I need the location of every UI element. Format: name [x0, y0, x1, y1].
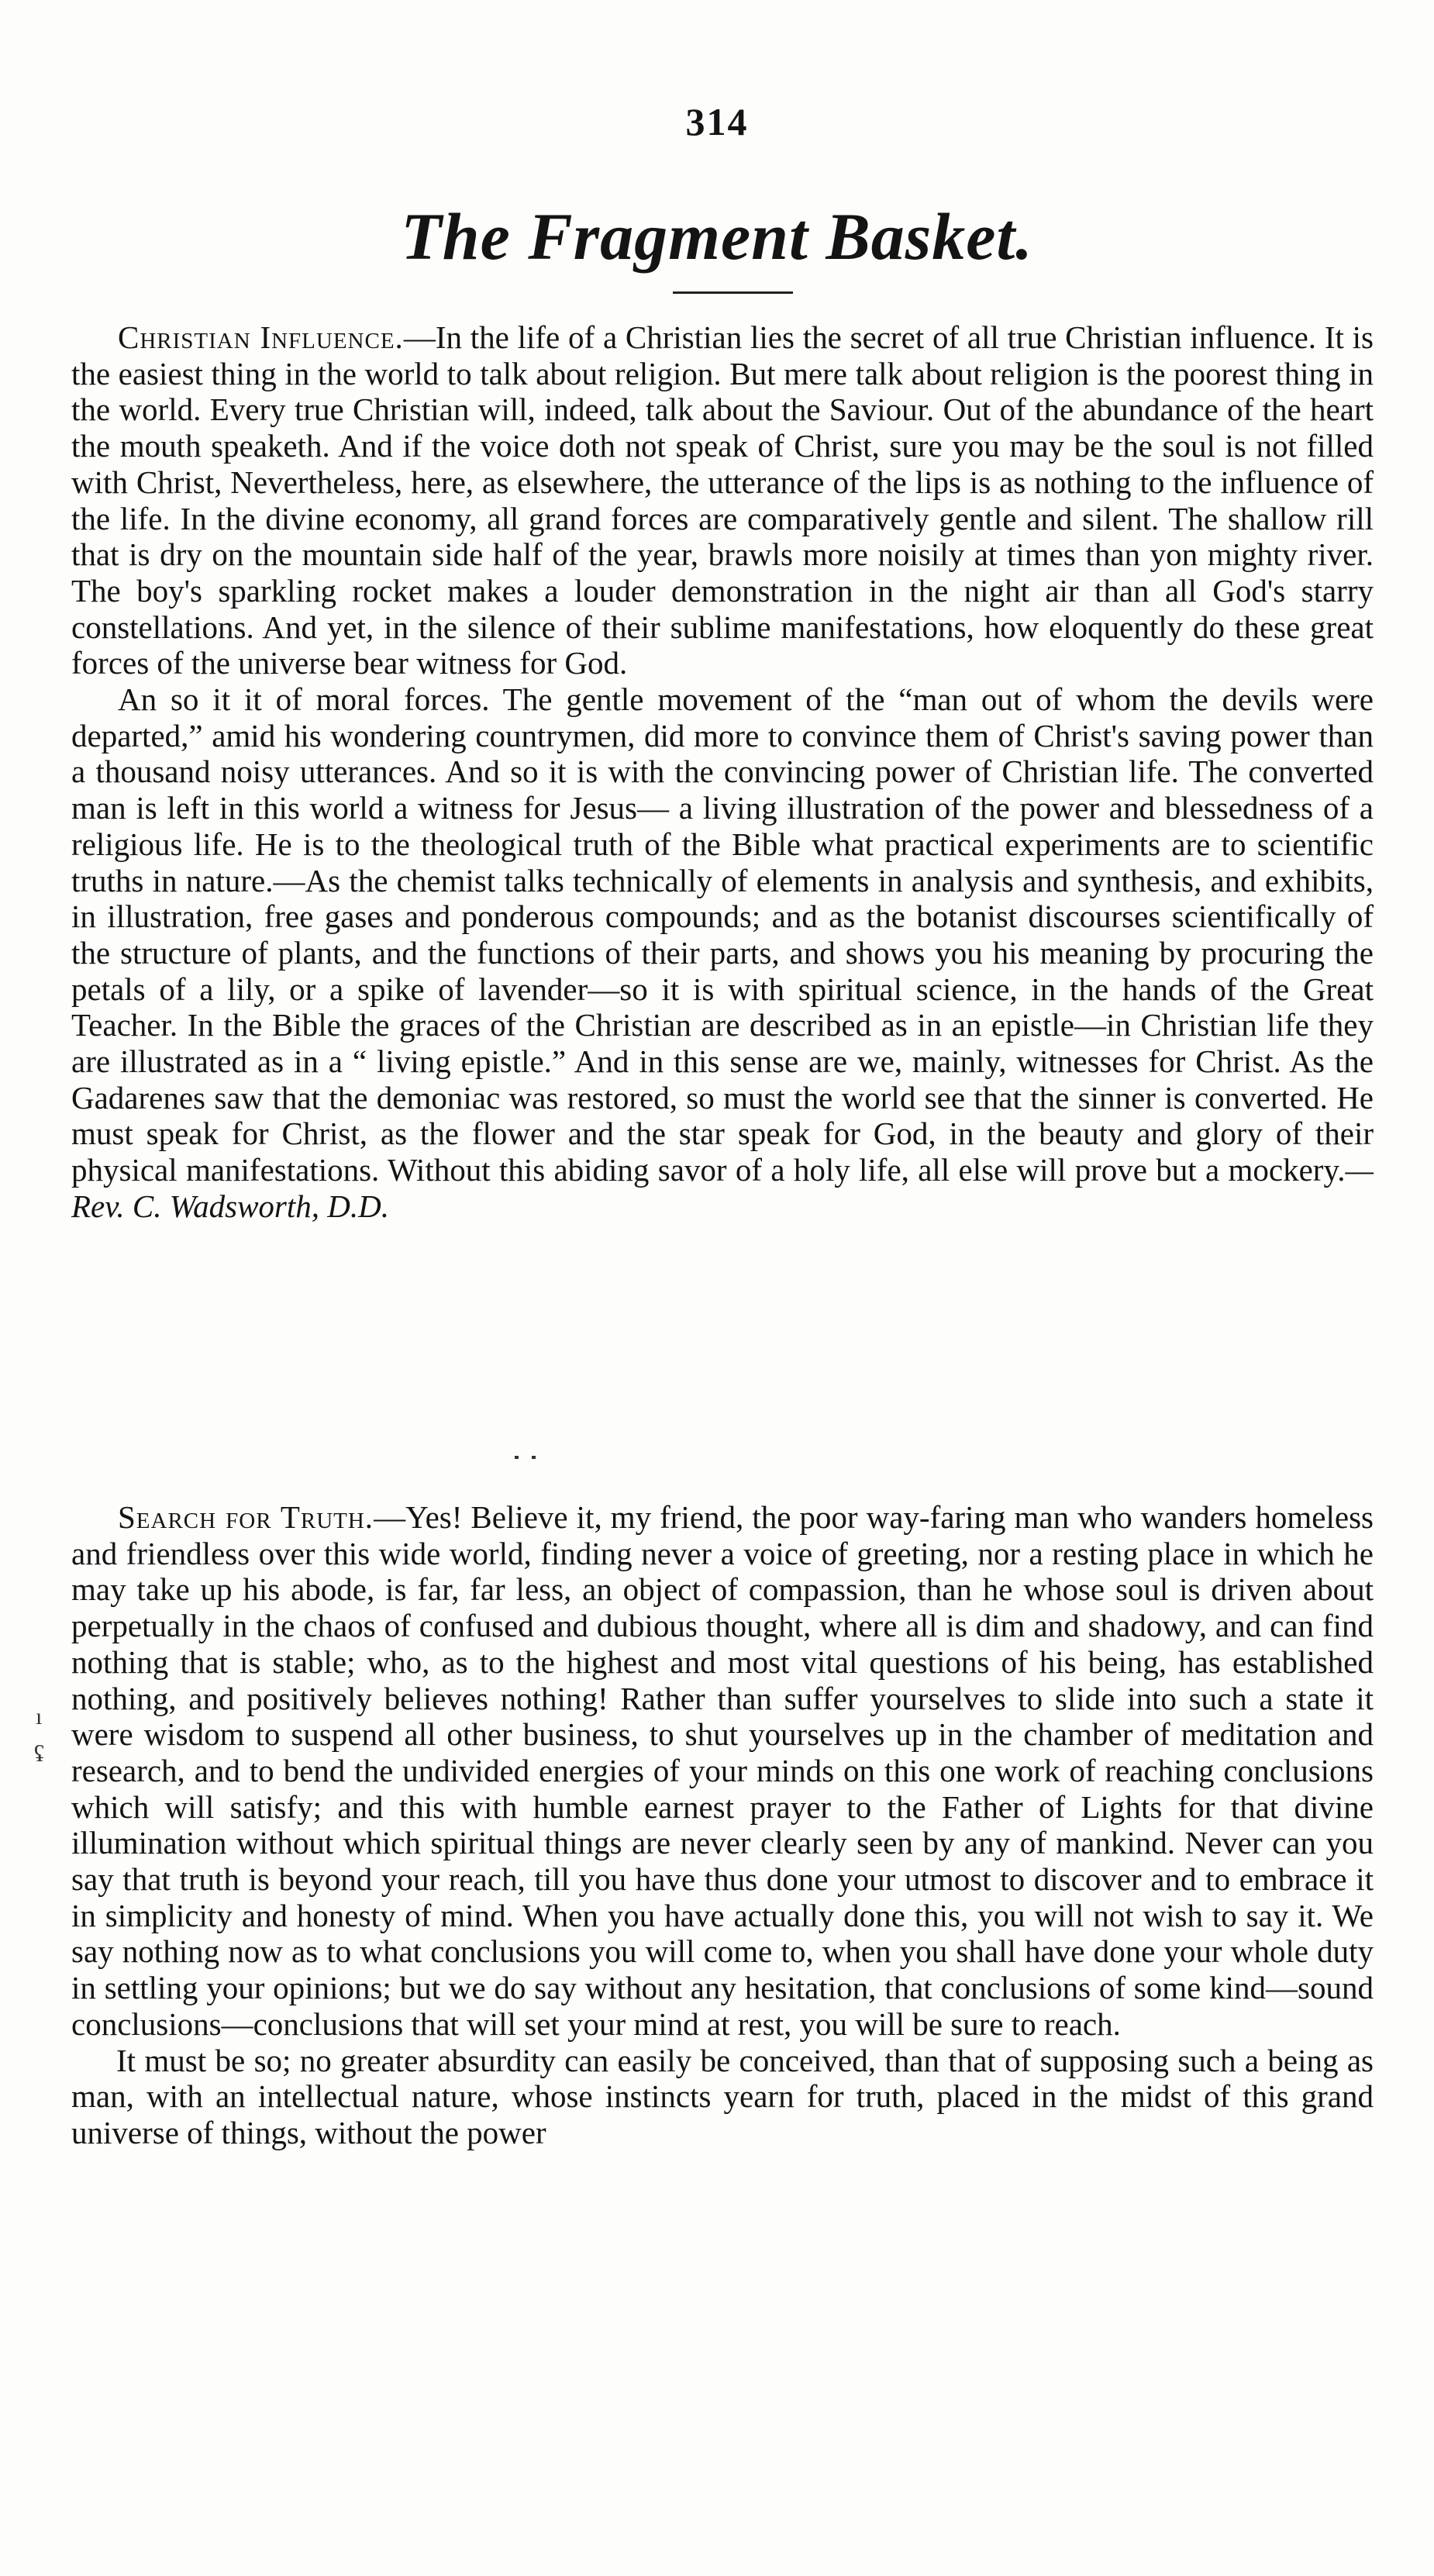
paragraph: [71, 681, 1374, 1225]
page-number: 314: [685, 100, 749, 143]
margin-mark: ı: [36, 1704, 43, 1729]
section-heading: Christian Influence.: [118, 319, 404, 355]
margin-mark: ʢ: [34, 1741, 45, 1767]
paragraph-text: It must be so; no greater absurdity can easily be conceived, than that of supposing such a being as man, with an intellectual nature, whose instincts yearn for truth, placed in the midst of this grand universe of things, without the power: [71, 2042, 1374, 2150]
paragraph-text: —Yes! Believe it, my friend, the poor way-faring man who wanders homeless and friendless over this wide world, finding never a voice of greeting, nor a resting place in which he may take up his abode, is far, far less, an object of compassion, than he whose soul is driven about perpetually in the chaos of confused and dubious thought, where all is dim and shadowy, and can find nothing that is stable; who, as to the highest and most vital questions of his being, has established nothing, and positively believes nothing! Rather than suffer yourselves to slide into such a state it were wisdom to suspend all other business, to shut yourselves up in the chamber of meditation and research, and to bend the undivided energies of your minds on this one work of reaching conclusions which will satisfy; and this with humble earnest prayer to the Father of Lights for that divine illumination without which spiritual things are never clearly seen by any of mankind. Never can you say that truth is beyond your reach, till you have thus done your utmost to discover and to embrace it in simplicity and honesty of mind. When you have actually done this, you will not wish to say it. We say nothing now as to what conclusions you will come to, when you shall have done your whole duty in settling your opinions; but we do say without any hesitation, that conclusions of some kind—sound conclusions—conclusions that will set your mind at rest, you will be sure to reach.: [71, 1499, 1374, 2042]
paragraph-text: An so it it of moral forces. The gentle movement of the “man out of whom the devils were departed,” amid his wondering countrymen, did more to convince them of Christ's saving power than a thousand noisy utterances. And so it is with the convincing power of Christian life. The converted man is left in this world a witness for Jesus— a living illustration of the power and blessedness of a religious life. He is to the theological truth of the Bible what practical experiments are to scientific truths in nature.—As the chemist talks technically of elements in analysis and synthesis, and exhibits, in illustration, free gases and ponderous compounds; and as the botanist discourses scientifically of the structure of plants, and the functions of their parts, and shows you his meaning by procuring the petals of a lily, or a spike of lavender—so it is with spiritual science, in the hands of the Great Teacher. In the Bible the graces of the Christian are described as in an epistle—in Christian life they are illustrated as in a “ living epistle.” And in this sense are we, mainly, witnesses for Christ. As the Gadarenes saw that the demoniac was restored, so must the world see that the sinner is converted. He must speak for Christ, as the flower and the star speak for God, in the beauty and glory of their physical manifestations. Without this abiding savor of a holy life, all else will prove but a mockery.: [71, 681, 1374, 1188]
paragraph: [71, 2043, 1374, 2151]
title-rule: [673, 291, 793, 294]
page-title: The Fragment Basket.: [401, 199, 1033, 274]
attribution: —Rev. C. Wadsworth, D.D.: [71, 1152, 1374, 1224]
article-search-for-truth: [71, 1499, 1374, 2151]
article-christian-influence: [71, 319, 1374, 1225]
section-separator: [508, 1456, 555, 1464]
paragraph: [71, 319, 1374, 681]
paragraph-text: —In the life of a Christian lies the secret of all true Christian influence. It is the easiest thing in the world to talk about religion. But mere talk about religion is the poorest thing in the world. Every true Christian will, indeed, talk about the Saviour. Out of the abundance of the heart the mouth speaketh. And if the voice doth not speak of Christ, sure you may be the soul is not filled with Christ, Nevertheless, here, as elsewhere, the utterance of the lips is as nothing to the influence of the life. In the divine economy, all grand forces are comparatively gentle and silent. The shallow rill that is dry on the mountain side half of the year, brawls more noisily at times than yon mighty river. The boy's sparkling rocket makes a louder demonstration in the night air than all God's starry constellations. And yet, in the silence of their sublime manifestations, how eloquently do these great forces of the universe bear witness for God.: [71, 319, 1374, 681]
section-heading: Search for Truth.: [118, 1499, 374, 1535]
paragraph: [71, 1499, 1374, 2043]
